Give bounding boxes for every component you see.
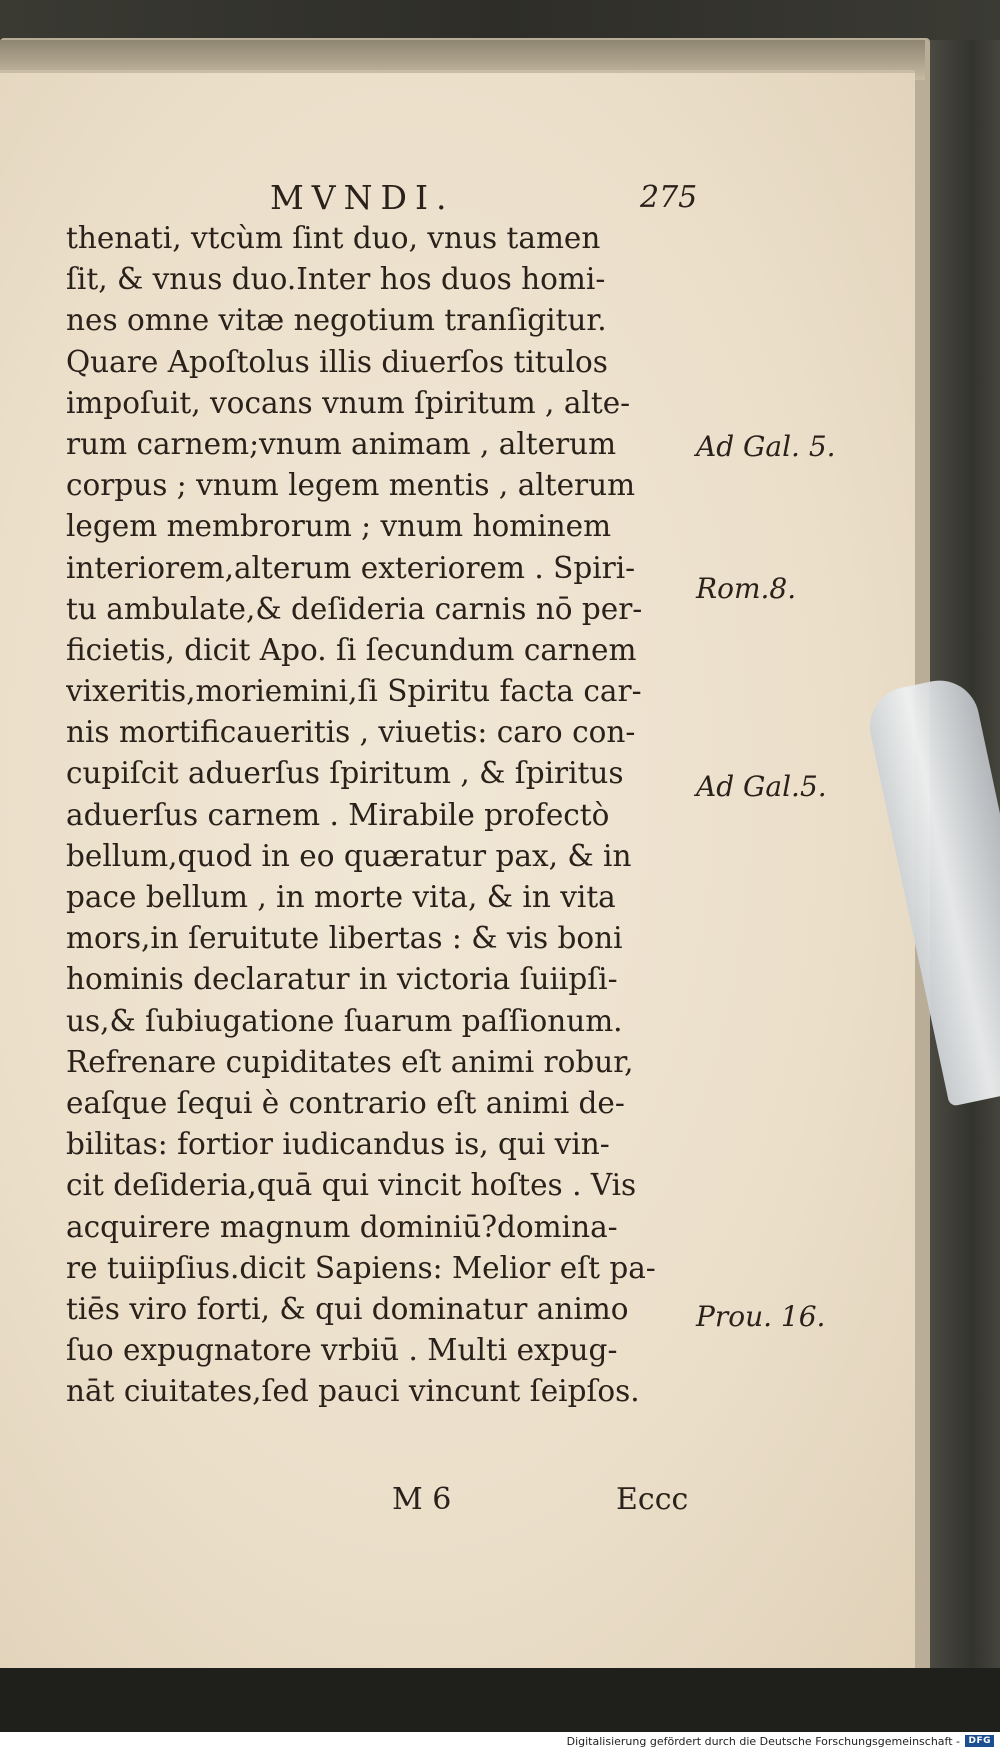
- scan-background: [0, 1668, 1000, 1732]
- text-line: acquirere magnum dominiū?domina-: [66, 1209, 618, 1244]
- text-line: ſit, & vnus duo.Inter hos duos homi-: [66, 262, 606, 297]
- text-line: thenati, vtcùm ſint duo, vnus tamen: [66, 221, 601, 255]
- text-line: pace bellum , in morte vita, & in vita: [66, 880, 616, 914]
- text-line: rum carnem;vnum animam , alterum: [66, 426, 617, 461]
- margin-note: Ad Gal. 5.: [696, 430, 836, 463]
- text-line: nis mortificaueritis , viuetis: caro con-: [66, 715, 636, 750]
- body-text: [66, 218, 696, 1412]
- margin-note: Ad Gal.5.: [696, 770, 827, 803]
- catchword: Eccc: [616, 1482, 689, 1517]
- text-line: aduerſus carnem . Mirabile profectò: [66, 797, 610, 832]
- text-line: eaſque ſequi è contrario eſt animi de-: [66, 1085, 625, 1120]
- text-line: hominis declaratur in victoria ſuiipſi-: [66, 962, 618, 997]
- running-head: MVNDI.: [270, 178, 455, 217]
- text-line: re tuiipſius.dicit Sapiens: Melior eſt pa-: [66, 1250, 656, 1285]
- text-line: cupiſcit aduerſus ſpiritum , & ſpiritus: [66, 756, 624, 791]
- text-line: us,& ſubiugatione ſuarum paſſionum.: [66, 1003, 623, 1038]
- margin-note: Rom.8.: [696, 572, 797, 605]
- text-line: interiorem,alterum exteriorem . Spiri-: [66, 550, 636, 585]
- dfg-logo: DFG: [965, 1735, 994, 1747]
- footer-credit-bar: [0, 1732, 1000, 1752]
- footer-credit-text: Digitalisierung gefördert durch die Deutsche Forschungsgemeinschaft -: [566, 1735, 960, 1748]
- text-line: bellum,quod in eo quæratur pax, & in: [66, 838, 632, 873]
- text-line: ficietis, dicit Apo. ſi ſecundum carnem: [66, 632, 637, 667]
- text-line: Quare Apoſtolus illis diuerſos titulos: [66, 344, 608, 379]
- text-line: Refrenare cupiditates eſt animi robur,: [66, 1044, 634, 1079]
- text-line: tu ambulate,& deſideria carnis nō per-: [66, 591, 643, 626]
- page-number: 275: [640, 180, 698, 215]
- text-line: ſuo expugnatore vrbiū . Multi expug-: [66, 1333, 618, 1368]
- text-line: vixeritis,moriemini,ſi Spiritu facta car-: [66, 674, 642, 709]
- signature-mark: M 6: [392, 1482, 452, 1517]
- text-line: nes omne vitæ negotium tranſigitur.: [66, 303, 607, 338]
- text-line: cit deſideria,quā qui vincit hoſtes . Vis: [66, 1168, 637, 1203]
- text-line: legem membrorum ; vnum hominem: [66, 509, 612, 544]
- margin-note: Prou. 16.: [696, 1300, 826, 1333]
- text-line: tiēs viro forti, & qui dominatur animo: [66, 1291, 629, 1326]
- text-line: mors,in ſeruitute libertas : & vis boni: [66, 921, 623, 956]
- text-line: corpus ; vnum legem mentis , alterum: [66, 468, 636, 503]
- text-line: nāt ciuitates,ſed pauci vincunt ſeipſos.: [66, 1374, 640, 1409]
- text-line: impoſuit, vocans vnum ſpiritum , alte-: [66, 385, 631, 420]
- text-line: bilitas: fortior iudicandus is, qui vin-: [66, 1127, 610, 1162]
